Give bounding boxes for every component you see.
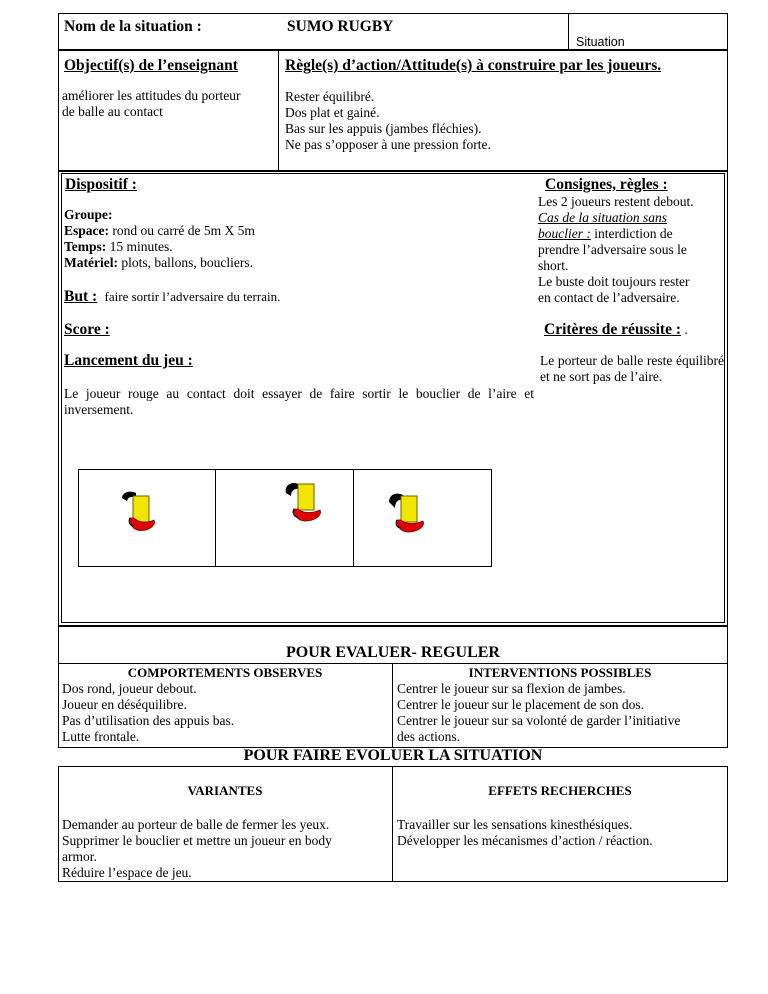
consignes-title: Consignes, règles : (545, 176, 668, 193)
comportements-list (62, 681, 234, 745)
evaluer-title: POUR EVALUER- REGULER (286, 644, 500, 661)
objectives-divider (278, 50, 279, 172)
list-item: Centrer le joueur sur sa flexion de jambes. (397, 681, 626, 696)
comportements-title: COMPORTEMENTS OBSERVES (127, 665, 323, 680)
rule-item: Ne pas s’opposer à une pression forte. (285, 137, 491, 152)
espace-value: rond ou carré de 5m X 5m (109, 223, 255, 238)
criteres-text: Le porteur de balle reste équilibré et ne sort pas de l’aire. (540, 353, 724, 384)
dispositif-title: Dispositif : (65, 176, 137, 193)
lancement-label: Lancement du jeu : (64, 352, 193, 369)
materiel-label: Matériel: (64, 255, 118, 270)
groupe-label: Groupe: (64, 207, 113, 222)
shield-icon (133, 496, 149, 522)
criteres-title: Critères de réussite : (544, 321, 682, 338)
player-pair-3 (385, 490, 437, 542)
materiel-value: plots, ballons, boucliers. (117, 255, 253, 270)
list-item: Joueur en déséquilibre. (62, 697, 187, 712)
variantes-list (62, 817, 332, 881)
evoluer-title: POUR FAIRE EVOLUER LA SITUATION (243, 747, 543, 764)
list-item: Demander au porteur de balle de fermer les yeux. (62, 817, 330, 832)
rule-item: Dos plat et gainé. (285, 105, 380, 120)
situation-name: SUMO RUGBY (287, 18, 394, 35)
list-item: Dos rond, joueur debout. (62, 681, 197, 696)
dispositif-details (64, 207, 255, 271)
list-item: Réduire l’espace de jeu. (62, 865, 192, 880)
temps-label: Temps: (64, 239, 107, 254)
espace-label: Espace: (64, 223, 109, 238)
effets-title: EFFETS RECHERCHES (488, 783, 632, 798)
rule-item: Bas sur les appuis (jambes fléchies). (285, 121, 482, 136)
situation-label: Nom de la situation : (64, 18, 202, 35)
score-label: Score : (64, 321, 110, 338)
area-divider-2 (353, 469, 354, 567)
shield-icon (401, 496, 417, 522)
teacher-objective-title: Objectif(s) de l’enseignant (64, 57, 238, 74)
teacher-objective-text: améliorer les attitudes du porteur de balle au contact (62, 88, 241, 119)
list-item: Pas d’utilisation des appuis bas. (62, 713, 235, 728)
list-item: armor. (62, 849, 97, 864)
lancement-text: Le joueur rouge au contact doit essayer de faire sortir le bouclier de l’aire et inversement. (64, 386, 534, 417)
list-item: Supprimer le bouclier et mettre un joueur en body (62, 833, 332, 848)
list-item: Développer les mécanismes d’action / réaction. (397, 833, 653, 848)
list-item: Centrer le joueur sur sa volonté de garder l’initiative (397, 713, 681, 728)
consignes-text: Les 2 joueurs restent debout. Cas de la situation sans bouclier : interdiction de prendre l’adversaire sous le short. Le buste doit toujours rester en contact de l’adversaire. (538, 194, 694, 305)
but-line (64, 289, 280, 305)
interventions-list (397, 681, 680, 745)
but-label: But : (64, 288, 98, 305)
but-value: faire sortir l’adversaire du terrain. (104, 289, 281, 304)
interventions-title: INTERVENTIONS POSSIBLES (468, 665, 652, 680)
temps-value: 15 minutes. (106, 239, 173, 254)
player-pair-1 (116, 488, 168, 540)
situation-small: Situation (576, 35, 625, 49)
rule-item: Rester équilibré. (285, 89, 375, 104)
list-item: des actions. (397, 729, 460, 744)
list-item: Travailler sur les sensations kinesthésiques. (397, 817, 633, 832)
rules-title: Règle(s) d’action/Attitude(s) à construire par les joueurs. (285, 57, 662, 74)
list-item: Lutte frontale. (62, 729, 140, 744)
variantes-title: VARIANTES (187, 783, 263, 798)
list-item: Centrer le joueur sur le placement de son dos. (397, 697, 645, 712)
red-player-icon (294, 509, 321, 521)
area-divider-1 (215, 469, 216, 567)
effets-list (397, 817, 653, 849)
header-divider (568, 13, 569, 50)
evaluer-header-line (58, 663, 728, 664)
rules-list (285, 89, 491, 153)
criteres-title-line: Critères de réussite : . (544, 321, 688, 338)
player-pair-2 (280, 479, 332, 531)
shield-icon (298, 484, 314, 510)
